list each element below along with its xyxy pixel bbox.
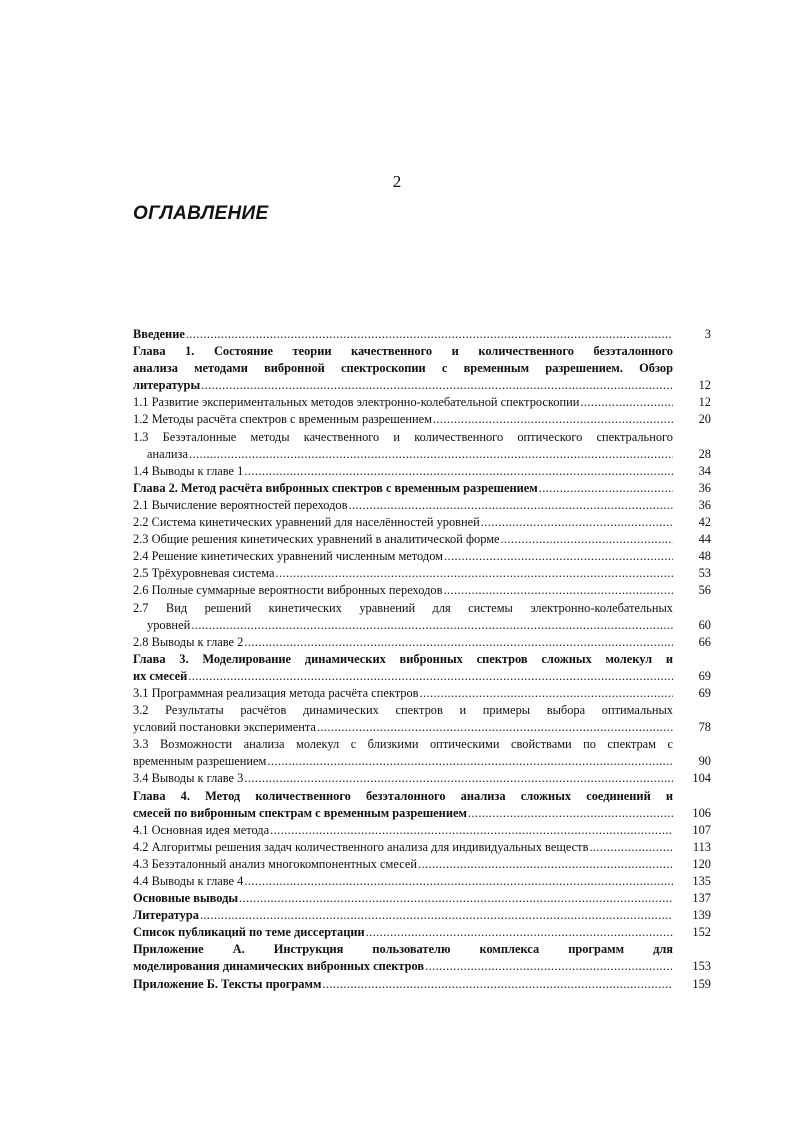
toc-page-number: 113 (692, 839, 711, 854)
toc-page-number: 28 (698, 446, 711, 461)
toc-entry (133, 343, 711, 394)
toc-entry-title: 2.2 Система кинетических уравнений для населённостей уровней (133, 515, 480, 530)
toc-entry (133, 582, 711, 599)
toc-entry (133, 480, 711, 497)
toc-page-number: 137 (692, 891, 711, 906)
toc-entry-title: Литература (133, 908, 199, 923)
toc-entry-title: 4.3 Безэталонный анализ многокомпонентных смесей (133, 856, 417, 871)
toc-page-number: 107 (692, 822, 711, 837)
toc-entry (133, 514, 711, 531)
dot-leader (425, 958, 673, 975)
toc-entry-title: 4.1 Основная идея метода (133, 822, 270, 837)
toc-entry-title: литературы (133, 378, 201, 393)
toc-entry-title: уровней (147, 617, 191, 632)
toc-entry-line: 3.3 Возможности анализа молекул с близкими оптическими свойствами по спектрам с (133, 737, 673, 752)
toc-entry-title: Введение (133, 327, 185, 341)
toc-entry (133, 976, 711, 993)
toc-entry-line: анализа методами вибронной спектроскопии с временным разрешением. Обзор (133, 361, 673, 376)
toc-entry-title: 2.3 Общие решения кинетических уравнений в аналитической форме (133, 532, 500, 547)
toc-entry (133, 856, 711, 873)
dot-leader (443, 582, 673, 599)
toc-page-number: 36 (698, 480, 711, 495)
toc-page-number: 104 (692, 771, 711, 786)
toc-page-number: 90 (698, 754, 711, 769)
toc-entry-title: Приложение Б. Тексты программ (133, 976, 322, 991)
dot-leader (322, 976, 673, 993)
dot-leader (420, 685, 674, 702)
toc-entry (133, 770, 711, 787)
toc-entry-title: 1.1 Развитие экспериментальных методов электронно-колебательной спектроскопии (133, 395, 580, 410)
dot-leader (270, 822, 673, 839)
dot-leader (201, 377, 673, 394)
dot-leader (433, 411, 673, 428)
toc-page-number: 139 (692, 908, 711, 923)
toc-page-number: 78 (698, 720, 711, 735)
toc-page-number: 120 (692, 856, 711, 871)
dot-leader (191, 617, 673, 634)
toc-entry-line: 1.3 Безэталонные методы качественного и количественного оптического спектрального (133, 429, 673, 444)
dot-leader (244, 770, 673, 787)
toc-entry-title: 1.4 Выводы к главе 1 (133, 463, 244, 478)
toc-entry (133, 651, 711, 685)
toc-page-number: 42 (698, 515, 711, 530)
toc-entry-title: 2.4 Решение кинетических уравнений численным методом (133, 549, 443, 564)
toc-page-number: 135 (692, 874, 711, 888)
toc-entry-line: 3.2 Результаты расчётов динамических спектров и примеры выбора оптимальных (133, 703, 673, 718)
dot-leader (366, 924, 673, 941)
toc-entry (133, 497, 711, 514)
toc-entry-line: Глава 3. Моделирование динамических вибронных спектров сложных молекул и (133, 651, 673, 666)
dot-leader (244, 463, 673, 480)
toc-entry-title: 3.4 Выводы к главе 3 (133, 771, 244, 786)
dot-leader (589, 839, 673, 856)
dot-leader (444, 548, 673, 565)
dot-leader (481, 514, 673, 531)
toc-entry-title: 1.2 Методы расчёта спектров с временным разрешением (133, 412, 432, 427)
toc-page-number: 44 (698, 532, 711, 547)
toc-entry (133, 548, 711, 565)
toc-entry (133, 702, 711, 736)
dot-leader (186, 326, 673, 343)
table-of-contents (133, 326, 711, 993)
page-title: ОГЛАВЛЕНИЕ (133, 203, 269, 224)
dot-leader (539, 480, 673, 497)
toc-entry-title: 2.8 Выводы к главе 2 (133, 634, 244, 649)
toc-page-number: 56 (698, 583, 711, 598)
toc-page-number: 3 (704, 327, 711, 341)
toc-page-number: 152 (692, 925, 711, 940)
toc-entry (133, 924, 711, 941)
toc-page-number: 53 (698, 566, 711, 581)
toc-entry-title: 3.1 Программная реализация метода расчёта спектров (133, 685, 419, 700)
toc-entry-title: их смесей (133, 668, 188, 683)
toc-entry-line: 2.7 Вид решений кинетических уравнений для системы электронно-колебательных (133, 600, 673, 615)
dot-leader (267, 753, 673, 770)
dot-leader (348, 497, 673, 514)
toc-entry (133, 873, 711, 890)
dot-leader (580, 394, 673, 411)
toc-entry-title: Глава 2. Метод расчёта вибронных спектров с временным разрешением (133, 480, 538, 495)
dot-leader (239, 890, 673, 907)
toc-entry (133, 429, 711, 463)
toc-entry (133, 788, 711, 822)
toc-page-number: 159 (692, 976, 711, 991)
toc-entry-title: временным разрешением (133, 754, 267, 769)
toc-entry-line: Приложение А. Инструкция пользователю комплекса программ для (133, 942, 673, 957)
toc-entry (133, 531, 711, 548)
toc-entry (133, 941, 711, 975)
toc-page-number: 12 (698, 378, 711, 393)
dot-leader (317, 719, 673, 736)
toc-entry (133, 907, 711, 924)
toc-entry-title: условий постановки эксперимента (133, 720, 316, 735)
dot-leader (244, 873, 673, 890)
toc-entry (133, 839, 711, 856)
toc-page-number: 34 (698, 463, 711, 478)
toc-entry (133, 685, 711, 702)
toc-entry (133, 463, 711, 480)
toc-entry-title: 4.4 Выводы к главе 4 (133, 874, 244, 888)
toc-entry-title: 2.5 Трёхуровневая система (133, 566, 275, 581)
toc-entry (133, 565, 711, 582)
toc-entry-line: Глава 1. Состояние теории качественного и количественного безэталонного (133, 344, 673, 359)
toc-entry-title: 2.6 Полные суммарные вероятности вибронных переходов (133, 583, 443, 598)
toc-page-number: 106 (692, 805, 711, 820)
toc-entry-title: Список публикаций по теме диссертации (133, 925, 365, 940)
toc-entry (133, 600, 711, 634)
toc-entry (133, 326, 711, 343)
dot-leader (200, 907, 673, 924)
page-number: 2 (392, 172, 402, 191)
toc-page-number: 36 (698, 497, 711, 512)
toc-entry-title: смесей по вибронным спектрам с временным разрешением (133, 805, 467, 820)
toc-page-number: 48 (698, 549, 711, 564)
toc-entry-line: Глава 4. Метод количественного безэталонного анализа сложных соединений и (133, 788, 673, 803)
dot-leader (418, 856, 673, 873)
dot-leader (244, 634, 673, 651)
toc-entry (133, 394, 711, 411)
toc-entry (133, 822, 711, 839)
toc-page-number: 12 (698, 395, 711, 410)
dot-leader (468, 805, 673, 822)
toc-entry (133, 736, 711, 770)
toc-entry-title: анализа (147, 446, 188, 461)
toc-entry (133, 411, 711, 428)
toc-page-number: 66 (698, 634, 711, 649)
dot-leader (188, 668, 673, 685)
toc-page-number: 69 (698, 668, 711, 683)
dot-leader (275, 565, 673, 582)
toc-entry-title: моделирования динамических вибронных спектров (133, 959, 425, 974)
toc-page-number: 69 (698, 685, 711, 700)
toc-page-number: 60 (698, 617, 711, 632)
toc-entry-title: Основные выводы (133, 891, 239, 906)
dot-leader (189, 446, 673, 463)
toc-entry-title: 2.1 Вычисление вероятностей переходов (133, 497, 348, 512)
toc-entry-title: 4.2 Алгоритмы решения задач количественного анализа для индивидуальных веществ (133, 839, 589, 854)
toc-entry (133, 890, 711, 907)
toc-page-number: 20 (698, 412, 711, 427)
toc-page-number: 153 (692, 959, 711, 974)
toc-entry (133, 634, 711, 651)
dot-leader (501, 531, 673, 548)
